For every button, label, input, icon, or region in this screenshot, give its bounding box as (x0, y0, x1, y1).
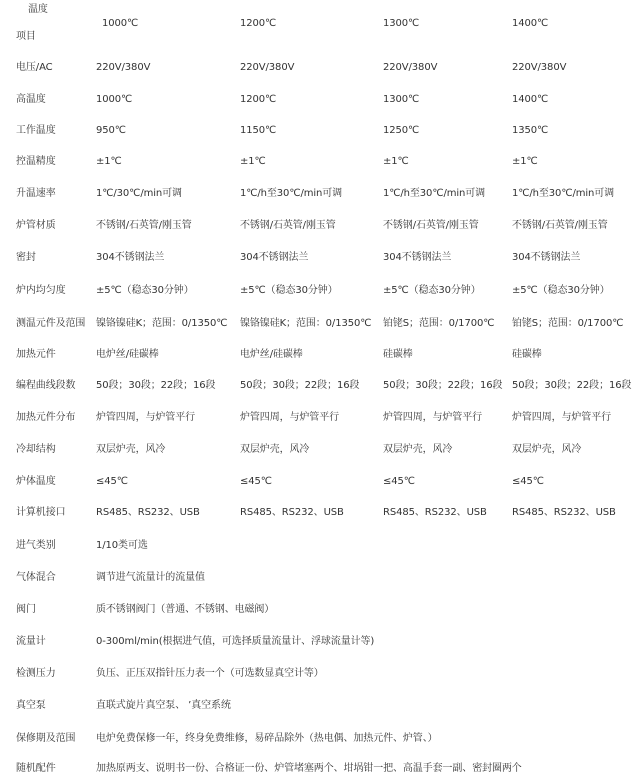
table-cell: 1000℃ (96, 94, 133, 105)
header-item-label: 项目 (16, 31, 36, 42)
table-cell: 50段；30段；22段；16段 (240, 380, 360, 391)
table-cell: 304不锈钢法兰 (96, 252, 165, 263)
row-label: 电压/AC (16, 62, 53, 73)
table-cell: RS485、RS232、USB (383, 507, 487, 518)
table-cell: ±5℃（稳态30分钟） (512, 285, 610, 296)
table-row (0, 252, 640, 268)
table-cell: 50段；30段；22段；16段 (512, 380, 632, 391)
table-cell: ≤45℃ (383, 476, 415, 487)
table-cell: 1℃/30℃/min可调 (96, 188, 182, 199)
table-cell: 304不锈钢法兰 (240, 252, 309, 263)
table-cell: 铂铑S；范围：0/1700℃ (512, 318, 624, 329)
header-temp-1400: 1400℃ (512, 18, 549, 29)
table-cell: ±1℃ (383, 156, 409, 167)
table-row (0, 349, 640, 365)
table-row (0, 156, 640, 172)
row-label: 测温元件及范围 (16, 318, 86, 329)
table-cell: 镍铬镍硅K；范围：0/1350℃ (240, 318, 372, 329)
table-cell: 双层炉壳，风冷 (240, 444, 310, 455)
table-cell: 铂铑S；范围：0/1700℃ (383, 318, 495, 329)
row-label: 保修期及范围 (16, 733, 76, 744)
table-cell: 不锈钢/石英管/刚玉管 (512, 220, 608, 231)
table-cell: 双层炉壳，风冷 (383, 444, 453, 455)
table-cell: 硅碳棒 (383, 349, 413, 360)
row-label: 炉管材质 (16, 220, 56, 231)
table-row (0, 94, 640, 110)
table-cell: 220V/380V (512, 62, 567, 73)
table-cell: 1350℃ (512, 125, 549, 136)
table-row (0, 188, 640, 204)
table-cell: 1200℃ (240, 94, 277, 105)
table-cell: RS485、RS232、USB (96, 507, 200, 518)
row-label: 炉体温度 (16, 476, 56, 487)
table-cell: ≤45℃ (512, 476, 544, 487)
row-label: 冷却结构 (16, 444, 56, 455)
row-label: 真空泵 (16, 700, 46, 711)
table-cell: 1400℃ (512, 94, 549, 105)
table-row (0, 220, 640, 236)
table-row (0, 700, 640, 716)
row-label: 流量计 (16, 636, 46, 647)
table-row (0, 507, 640, 523)
row-label: 高温度 (16, 94, 46, 105)
table-cell: ≤45℃ (96, 476, 128, 487)
header-temp-1000: 1000℃ (102, 18, 139, 29)
table-cell: 220V/380V (240, 62, 295, 73)
table-cell: ±1℃ (512, 156, 538, 167)
row-label: 阀门 (16, 604, 36, 615)
table-cell: 双层炉壳，风冷 (96, 444, 166, 455)
table-row (0, 604, 640, 620)
table-cell: 1250℃ (383, 125, 420, 136)
table-cell: ±1℃ (96, 156, 122, 167)
table-row (0, 318, 640, 334)
row-label: 控温精度 (16, 156, 56, 167)
table-cell: 1/10类可选 (96, 540, 148, 551)
table-cell: 不锈钢/石英管/刚玉管 (96, 220, 192, 231)
row-label: 进气类别 (16, 540, 56, 551)
row-label: 计算机接口 (16, 507, 66, 518)
row-label: 检测压力 (16, 668, 56, 679)
table-cell: 不锈钢/石英管/刚玉管 (383, 220, 479, 231)
table-cell: 电炉丝/硅碳棒 (96, 349, 159, 360)
table-cell: ≤45℃ (240, 476, 272, 487)
row-label: 编程曲线段数 (16, 380, 76, 391)
table-cell: 1℃/h至30℃/min可调 (512, 188, 615, 199)
row-label: 加热元件分布 (16, 412, 76, 423)
table-cell: 304不锈钢法兰 (512, 252, 581, 263)
table-cell: 220V/380V (96, 62, 151, 73)
row-label: 炉内均匀度 (16, 285, 66, 296)
table-row (0, 380, 640, 396)
row-label: 加热元件 (16, 349, 56, 360)
table-cell: 加热原两支、说明书一份、合格证一份、炉管堵塞两个、坩埚钳一把、高温手套一副、密封圈两个 (96, 763, 522, 774)
row-label: 升温速率 (16, 188, 56, 199)
table-cell: 直联式旋片真空泵、 ’真空系统 (96, 700, 231, 711)
row-label: 随机配件 (16, 763, 56, 774)
table-cell: 炉管四周，与炉管平行 (383, 412, 482, 423)
table-cell: RS485、RS232、USB (240, 507, 344, 518)
table-cell: 不锈钢/石英管/刚玉管 (240, 220, 336, 231)
table-cell: 1℃/h至30℃/min可调 (240, 188, 343, 199)
table-row (0, 125, 640, 141)
table-row (0, 572, 640, 588)
table-row (0, 763, 640, 779)
table-cell: 质不锈钢阀门（普通、不锈钢、电磁阀） (96, 604, 275, 615)
table-cell: ±5℃（稳态30分钟） (383, 285, 481, 296)
table-cell: 调节进气流量计的流量值 (96, 572, 205, 583)
table-row (0, 444, 640, 460)
header-temp-1300: 1300℃ (383, 18, 420, 29)
table-cell: 炉管四周，与炉管平行 (96, 412, 195, 423)
table-cell: 双层炉壳，风冷 (512, 444, 582, 455)
table-row (0, 636, 640, 652)
table-cell: RS485、RS232、USB (512, 507, 616, 518)
table-cell: 950℃ (96, 125, 126, 136)
table-cell: 304不锈钢法兰 (383, 252, 452, 263)
table-cell: 硅碳棒 (512, 349, 542, 360)
table-cell: 1℃/h至30℃/min可调 (383, 188, 486, 199)
table-cell: ±1℃ (240, 156, 266, 167)
table-cell: 负压、正压双指针压力表一个（可选数显真空计等） (96, 668, 324, 679)
table-cell: 220V/380V (383, 62, 438, 73)
table-cell: ±5℃（稳态30分钟） (96, 285, 194, 296)
table-cell: 1150℃ (240, 125, 277, 136)
table-row (0, 540, 640, 556)
header-temp-1200: 1200℃ (240, 18, 277, 29)
table-row (0, 412, 640, 428)
table-cell: 电炉免费保修一年，终身免费维修，易碎品除外（热电偶、加热元件、炉管、） (96, 733, 438, 744)
table-cell: 0-300ml/min(根据进气值，可选择质量流量计、浮球流量计等) (96, 636, 375, 647)
table-cell: 电炉丝/硅碳棒 (240, 349, 303, 360)
table-row (0, 668, 640, 684)
row-label: 密封 (16, 252, 36, 263)
row-label: 工作温度 (16, 125, 56, 136)
table-cell: 炉管四周，与炉管平行 (240, 412, 339, 423)
table-row (0, 733, 640, 749)
table-cell: 1300℃ (383, 94, 420, 105)
table-row (0, 62, 640, 78)
table-row (0, 285, 640, 301)
row-label: 气体混合 (16, 572, 56, 583)
table-cell: ±5℃（稳态30分钟） (240, 285, 338, 296)
table-row (0, 476, 640, 492)
header-temperature-label: 温度 (28, 4, 48, 15)
table-cell: 炉管四周，与炉管平行 (512, 412, 611, 423)
table-cell: 50段；30段；22段；16段 (96, 380, 216, 391)
table-cell: 镍铬镍硅K；范围：0/1350℃ (96, 318, 228, 329)
table-cell: 50段；30段；22段；16段 (383, 380, 503, 391)
